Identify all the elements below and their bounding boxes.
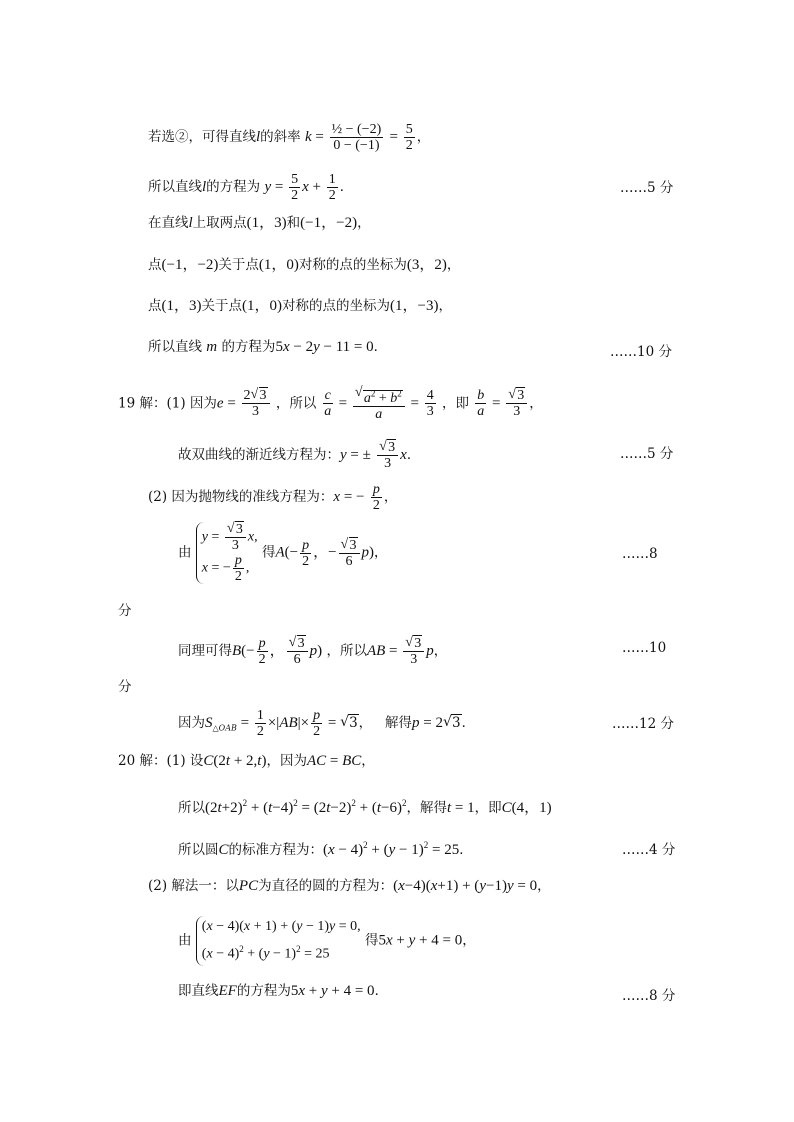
- line-sym-1: 点(−1，−2)关于点(1，0)对称的点的坐标为(3，2)，: [148, 257, 461, 273]
- directrix: (2) 因为抛物线的准线方程为：x = − $\frac{p}{2}$ ，: [148, 482, 398, 513]
- method-1: (2) 解法一：以PC为直径的圆的方程为：(x−4)(x+1) + (y−1)y = 0，: [148, 878, 551, 894]
- score-4: ……4 分: [622, 842, 676, 858]
- area-equation: 因为$S_{\triangle OAB}$ = $\frac{1}{2}$ ×|AB|× $\frac{p}{2}$ = √ 3， 解得p = 2√ 3．: [178, 708, 475, 739]
- system-1: 由 y = √ $\frac{3}{3}$ x, x = − $\frac{p}{2}$ , 得A(− $\frac{p}{2}$ ，− √ $\frac{3}{6}$ p)，: [178, 522, 388, 584]
- score-5-b: ……5 分: [620, 446, 674, 462]
- score-12: ……12 分: [612, 716, 674, 732]
- score-10-a: ……10 分: [610, 344, 672, 360]
- q20-part1: 20 解：(1) 设C(2t + 2,t)，因为AC = BC，: [118, 753, 375, 769]
- system-2: 由 (x − 4)(x + 1) + (y − 1)y = 0, $(x - 4)^2 + (y - 1)^2 = 25$ 得5x + y + 4 = 0，: [178, 916, 476, 966]
- score-8: ……8: [622, 546, 658, 562]
- line-equation: 所以直线l的方程为 y = $\frac{5}{2}$ x + $\frac{1}{2}$ ．: [148, 172, 354, 203]
- line-ef: 即直线EF的方程为5x + y + 4 = 0．: [178, 983, 389, 999]
- circle-equation: 所以圆C的标准方程为：$(x - 4)^2 + (y - 1)^2 = 25$．: [178, 840, 473, 858]
- point-b: 同理可得B(− $\frac{p}{2}$ ， √ $\frac{3}{6}$ p) ，所以AB = √ $\frac{3}{3}$ p，: [178, 636, 447, 667]
- score-8-b: ……8 分: [622, 988, 676, 1004]
- line-m-equation: 所以直线 m 的方程为5x − 2y − 11 = 0．: [148, 339, 388, 355]
- q20-solve: 所以$(2t+2)^2 + (t-4)^2 = (2t-2)^2 + (t-6)^2$，解得t = 1，即C(4，1): [178, 798, 552, 816]
- line-sym-2: 点(1，3)关于点(1，0)对称的点的坐标为(1，−3)，: [148, 298, 452, 314]
- fen-2: 分: [118, 679, 132, 695]
- fen-1: 分: [118, 603, 132, 619]
- score-10-b: ……10: [622, 640, 667, 656]
- asymptote: 故双曲线的渐近线方程为：y = ± √ $\frac{3}{3}$ x．: [178, 440, 420, 471]
- q19-part1: 19 解：(1) 因为e = $\frac{2√ 3}{3}$ ，所以 $\frac{c}{a}$ = √ $\frac{a^2 + b^2}{a}$ = $\frac{4}{3}$ ，即 $\frac{b}{a}$ = √ $\frac{3}{3}$ ，: [118, 386, 543, 422]
- score-5-a: ……5 分: [620, 180, 674, 196]
- line-two-points: 在直线l上取两点(1，3)和(−1，−2)，: [148, 215, 371, 231]
- line-slope: 若选②，可得直线l的斜率 k = $\frac{\text{½ − (−2)}}{0 - (-1)}$ = $\frac{5}{2}$ ，: [148, 122, 431, 153]
